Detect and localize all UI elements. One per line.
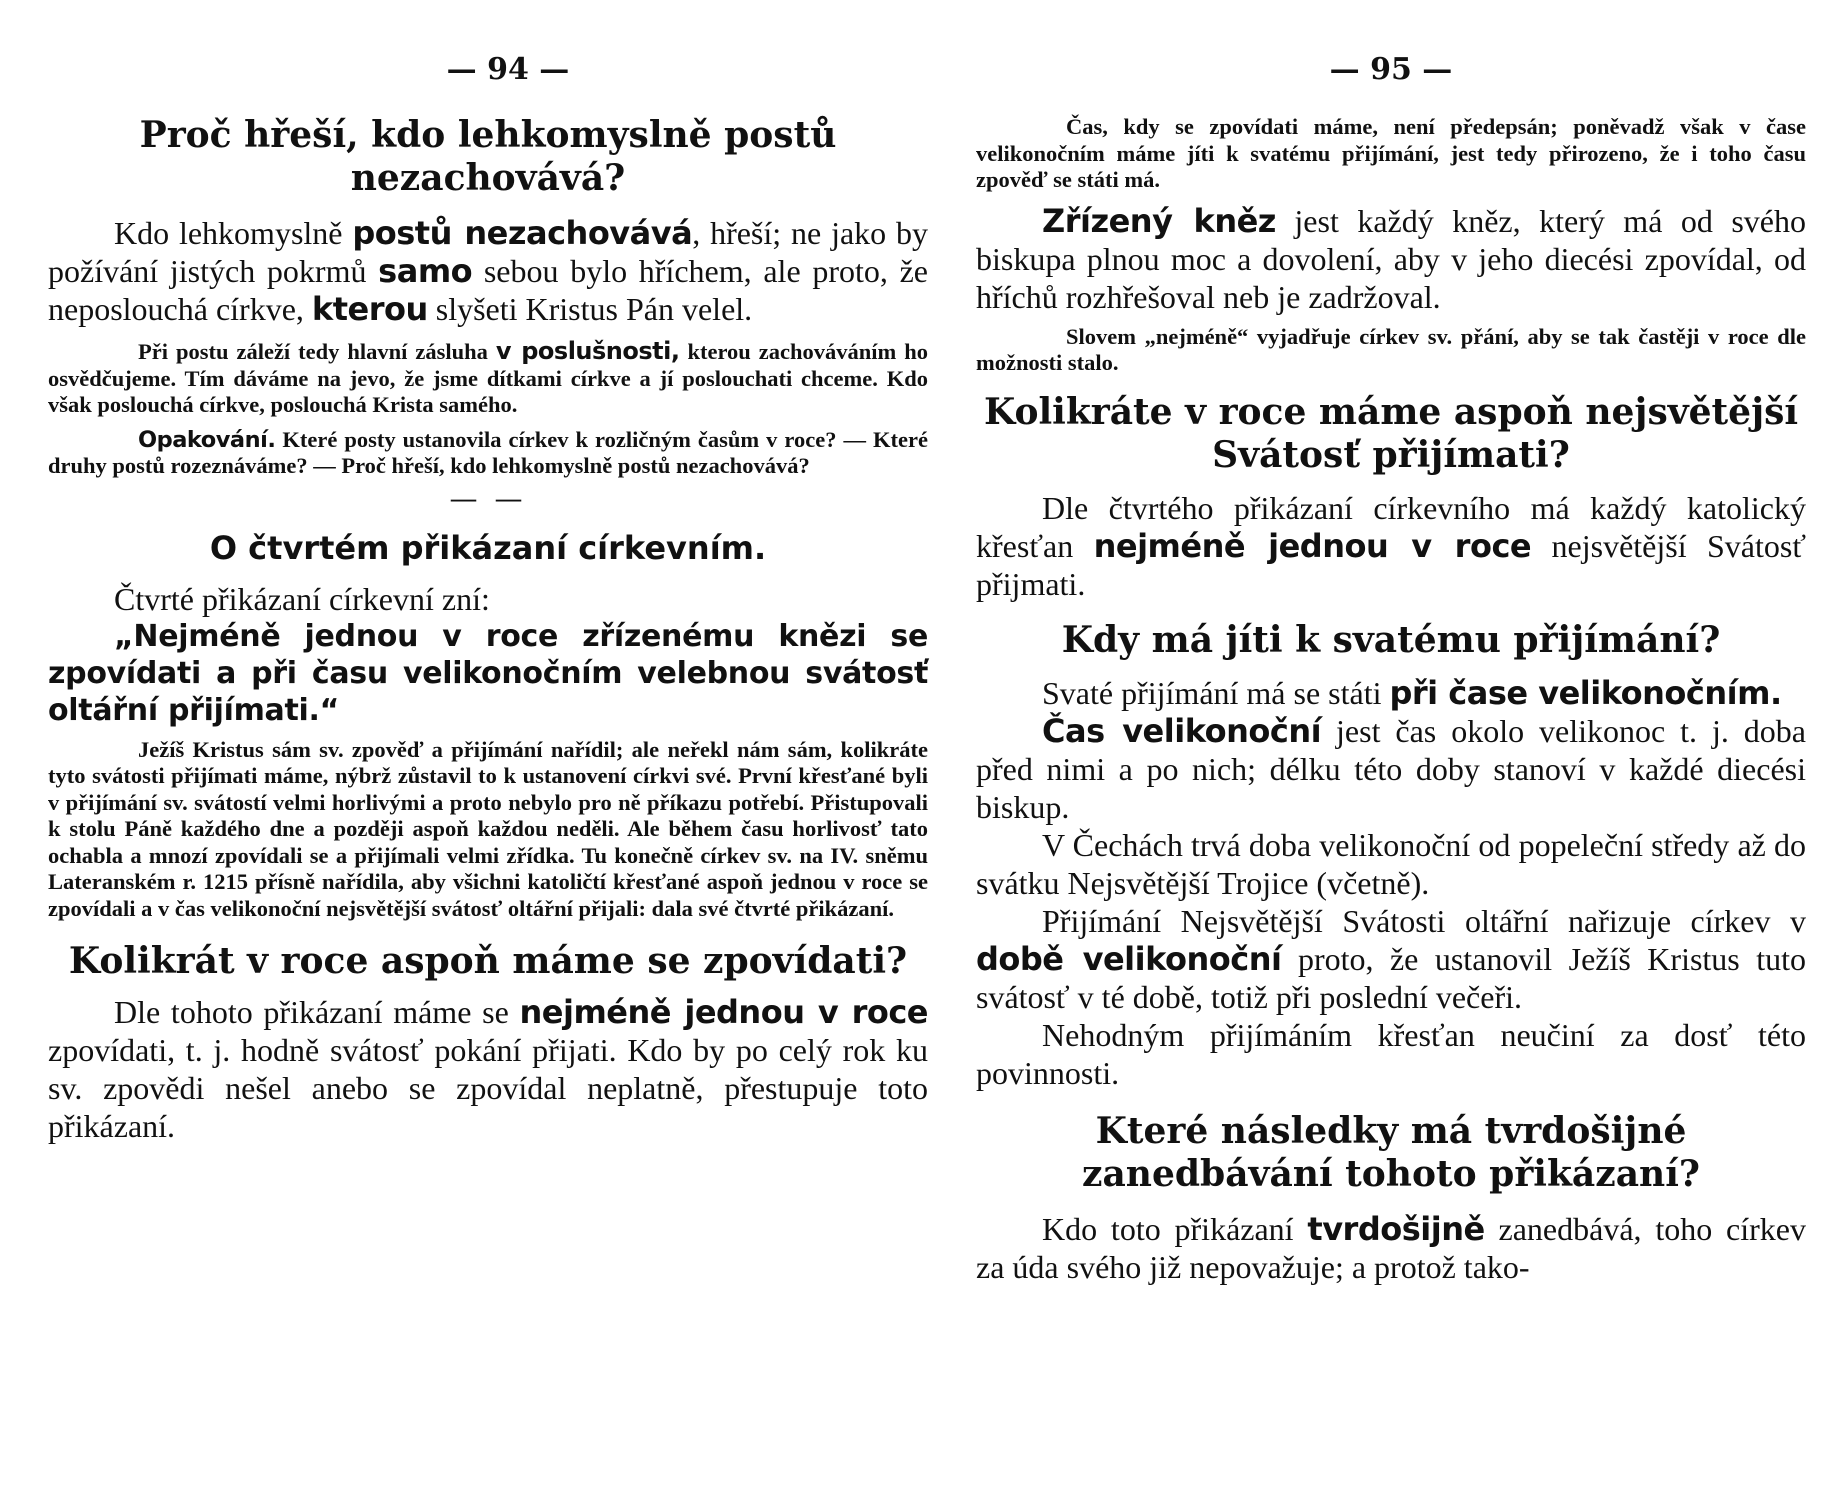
answer-paragraph: Čas velikonoční jest čas okolo velikonoc t. j. doba před nimi a po nich; délku této doby stanoví v každé diecési biskup. bbox=[976, 711, 1807, 825]
question-heading: Kolikrát v roce aspoň máme se zpovídati? bbox=[68, 940, 908, 982]
answer-paragraph: Dle tohoto přikázaní máme se nejméně jednou v roce zpovídati, t. j. hodně svátosť pokání přijati. Kdo by po celý rok ku sv. zpovědi nešel anebo se zpovídal neplatně, přestupuje toto přikázaní. bbox=[48, 993, 929, 1144]
answer-paragraph: Zřízený kněz jest každý kněz, který má od svého biskupa plnou moc a dovolení, aby v jeho diecési zpovídal, od hříchů rozhřešoval neb je zadržoval. bbox=[976, 201, 1807, 315]
answer-paragraph: Nehodným přijímáním křesťan neučiní za dosť této povinnosti. bbox=[976, 1016, 1806, 1091]
note-paragraph: Čas, kdy se zpovídati máme, není předepsán; poněvadž však v čase velikonočním máme jíti k svatému přijímání, jest tedy přirozeno, že i toho času zpověď se státi má. bbox=[976, 114, 1806, 192]
commandment-text: „Nejméně jednou v roce zřízenému knězi se zpovídati a při času velikonočním velebnou svátosť oltářní přijímati.“ bbox=[48, 618, 928, 728]
answer-paragraph: Přijímání Nejsvětější Svátosti oltářní nařizuje církev v době velikonoční proto, že ustanovil Ježíš Kristus tuto svátosť v té době, totiž při poslední večeři. bbox=[976, 902, 1807, 1015]
question-heading: Proč hřeší, kdo lehkomyslně postů nezachovává? bbox=[139, 114, 837, 199]
right-page bbox=[976, 0, 1806, 1286]
note-paragraph: Slovem „nejméně“ vyjadřuje církev sv. přání, aby se tak častěji v roce dle možnosti stalo. bbox=[976, 323, 1806, 375]
question-heading: Které následky má tvrdošijné zanedbávání tohoto přikázaní? bbox=[1082, 1109, 1700, 1195]
review-paragraph: Opakování. Které posty ustanovila církev k rozličným časům v roce? — Které druhy postů rozeznáváme? — Proč hřeší, kdo lehkomyslně postů nezachovává? bbox=[48, 426, 928, 478]
divider: — — bbox=[449, 481, 527, 515]
review-label: Opakování. bbox=[138, 426, 276, 453]
answer-paragraph: Dle čtvrtého přikázaní církevního má každý katolický křesťan nejméně jednou v roce nejsvětější Svátosť přijmati. bbox=[976, 489, 1807, 602]
question-heading: Kolikráte v roce máme aspoň nejsvětější Svátosť přijímati? bbox=[983, 390, 1799, 476]
answer-paragraph: Kdo lehkomyslně postů nezachovává, hřeší; ne jako by požívání jistých pokrmů samo sebou bylo hříchem, ale proto, že neposlouchá církve, kterou slyšeti Kristus Pán velel. bbox=[48, 214, 929, 328]
question-heading: Kdy má jíti k svatému přijímání? bbox=[1061, 618, 1721, 661]
page-number: — 95 — bbox=[1329, 52, 1453, 87]
page-number: — 94 — bbox=[446, 52, 570, 87]
note-paragraph: Při postu záleží tedy hlavní zásluha v poslušnosti, kterou zachováváním ho osvědčujeme. Tím dáváme na jevo, že jsme dítkami církve a jí poslouchati chceme. Kdo však poslouchá církve, poslouchá Krista samého. bbox=[48, 337, 929, 417]
left-page bbox=[48, 0, 928, 1145]
answer-paragraph: V Čechách trvá doba velikonoční od popeleční středy až do svátku Nejsvětější Trojice (včetně). bbox=[976, 826, 1806, 901]
section-heading: O čtvrtém přikázaní církevním. bbox=[209, 528, 767, 567]
answer-paragraph: Svaté přijímání má se státi při čase velikonočním. bbox=[1042, 673, 1782, 712]
note-paragraph: Ježíš Kristus sám sv. zpověď a přijímání nařídil; ale neřekl nám sám, kolikráte tyto svátosti přijímati máme, nýbrž zůstavil to k ustanovení církvi své. První křesťané byli v přijímání sv. svátostí velmi horlivými a proto nebylo pro ně příkazu potřebí. Přistupovali k stolu Páně každého dne a později aspoň každou neděli. Ale během času horlivosť tato ochabla a mnozí zpovídali se a přijímali velmi zřídka. Tu konečně církev sv. na IV. sněmu Lateranském r. 1215 přísně nařídila, aby všichni katoličtí křesťané aspoň jednou v roce se zpovídali a v čas velikonoční nejsvětější svátosť oltářní přijali: dala své čtvrté přikázaní. bbox=[48, 736, 928, 921]
answer-paragraph: Kdo toto přikázaní tvrdošijně zanedbává, toho církev za úda svého již nepovažuje; a protož tako- bbox=[976, 1209, 1806, 1285]
commandment-intro: Čtvrté přikázaní církevní zní: bbox=[114, 580, 490, 617]
